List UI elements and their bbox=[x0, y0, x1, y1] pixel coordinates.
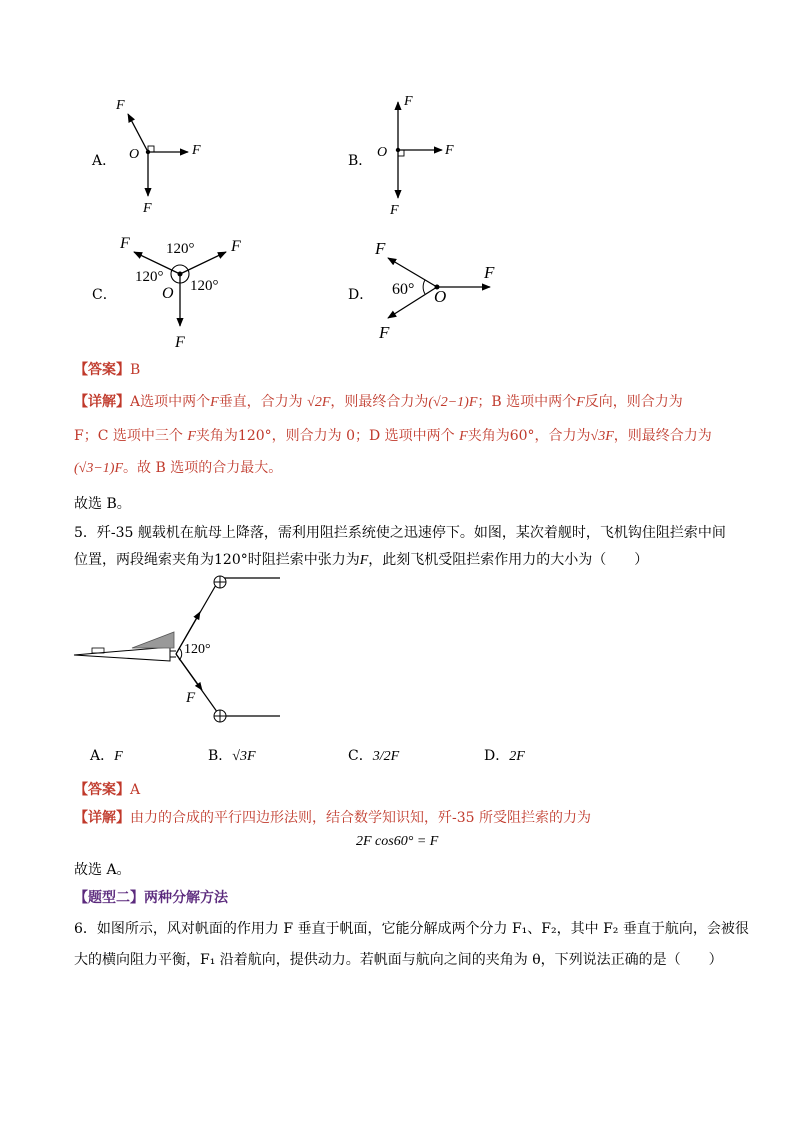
question-5-line-1: 5．歼-35 舰载机在航母上降落，需利用阻拦系统使之迅速停下。如图，某次着舰时，飞机钩住阻拦索中间 bbox=[74, 525, 726, 541]
option-b-f-right: F bbox=[445, 143, 454, 158]
math-f: F bbox=[210, 395, 219, 410]
arresting-cable-figure bbox=[70, 568, 290, 728]
option-value: F bbox=[114, 749, 123, 764]
option-b-origin: O bbox=[377, 145, 388, 160]
math-f: F bbox=[576, 395, 585, 410]
option-c-angle-left: 120° bbox=[135, 269, 164, 285]
option-a-figure bbox=[110, 96, 220, 220]
detail-text: A选项中两个 bbox=[130, 394, 211, 410]
math-result-1: (√2−1)F bbox=[428, 395, 478, 410]
detail-text: 夹角为 bbox=[467, 428, 510, 444]
math-result-2: (√3−1)F bbox=[74, 461, 124, 476]
option-d-angle: 60° bbox=[392, 281, 415, 298]
answer-tag: 【答案】 bbox=[74, 782, 130, 798]
option-d-figure bbox=[370, 240, 500, 330]
option-d-f-bottom: F bbox=[379, 323, 390, 342]
math-f: F bbox=[187, 429, 196, 444]
answer-5 bbox=[74, 780, 140, 800]
detail-5 bbox=[74, 808, 591, 828]
q5-text: 时阻拦索中张力为 bbox=[247, 552, 360, 568]
math-deg60: 60° bbox=[509, 428, 535, 444]
option-d-label: D． bbox=[348, 287, 374, 303]
option-b-f-bottom: F bbox=[390, 203, 399, 218]
q5-option-b bbox=[208, 745, 256, 765]
detail-text: ，则合力为 0；D 选项中两个 bbox=[271, 428, 455, 444]
math-sqrt3f: √3F bbox=[590, 429, 614, 444]
answer-value: B bbox=[130, 362, 141, 378]
question-6-line-1: 6．如图所示，风对帆面的作用力 F 垂直于帆面，它能分解成两个分力 F₁、F₂，其中 F₂ 垂直于航向，会被很 bbox=[74, 921, 749, 937]
option-a-origin: O bbox=[129, 147, 140, 162]
choice-4: 故选 B。 bbox=[74, 496, 131, 512]
option-c-f-bottom: F bbox=[175, 334, 185, 351]
option-c-origin: O bbox=[162, 285, 174, 302]
option-c-f-right: F bbox=[231, 238, 241, 255]
option-d-f-top: F bbox=[375, 239, 386, 258]
detail-text: 。故 B 选项的合力最大。 bbox=[123, 460, 283, 476]
choice-5: 故选 A。 bbox=[74, 862, 131, 878]
q5-figure-f: F bbox=[186, 690, 196, 706]
answer-tag: 【答案】 bbox=[74, 362, 130, 378]
section-tag: 【题型二】 bbox=[74, 890, 144, 906]
option-c-angle-right: 120° bbox=[190, 278, 219, 294]
answer-4 bbox=[74, 360, 140, 380]
question-6-line-2: 大的横向阻力平衡，F₁ 沿着航向，提供动力。若帆面与航向之间的夹角为 θ，下列说法正确的是（ ） bbox=[74, 952, 723, 968]
option-letter: C． bbox=[348, 748, 373, 764]
detail-text: F；C 选项中三个 bbox=[74, 428, 183, 444]
math-sqrt2f: √2F bbox=[307, 395, 331, 410]
q5-option-c bbox=[348, 745, 399, 765]
detail-text: 垂直，合力为 bbox=[218, 394, 303, 410]
option-d-origin: O bbox=[434, 287, 447, 306]
q5-text: 位置，两段绳索夹角为 bbox=[74, 552, 214, 568]
option-value: √3F bbox=[232, 749, 256, 764]
detail-4-line-3 bbox=[74, 458, 282, 479]
option-a-f-top: F bbox=[116, 98, 125, 113]
q5-option-d bbox=[484, 745, 525, 765]
q5-figure-angle: 120° bbox=[184, 642, 211, 657]
q5-deg: 120° bbox=[214, 552, 248, 568]
detail-tag: 【详解】 bbox=[74, 810, 130, 826]
detail-text: ，则最终合力为 bbox=[330, 394, 429, 410]
detail-text: ，则最终合力为 bbox=[613, 428, 712, 444]
option-value: 2F bbox=[509, 749, 525, 764]
detail-text: 反向，则合力为 bbox=[584, 394, 683, 410]
option-a-f-right: F bbox=[192, 143, 201, 158]
option-value: 3/2F bbox=[372, 749, 400, 764]
detail-5-formula: 2F cos60° = F bbox=[356, 834, 439, 849]
detail-text: 夹角为 bbox=[195, 428, 238, 444]
option-letter: A． bbox=[90, 748, 115, 764]
detail-text: 由力的合成的平行四边形法则，结合数学知识知，歼-35 所受阻拦索的力为 bbox=[130, 810, 591, 826]
option-c-f-left: F bbox=[120, 235, 130, 252]
answer-value: A bbox=[130, 782, 141, 798]
detail-4-line-1 bbox=[74, 392, 683, 413]
detail-4-line-2 bbox=[74, 426, 712, 447]
option-letter: B． bbox=[208, 748, 233, 764]
detail-text: ；B 选项中两个 bbox=[477, 394, 577, 410]
option-b-label: B． bbox=[348, 153, 373, 169]
option-c-angle-top: 120° bbox=[166, 241, 195, 257]
q5-text: ，此刻飞机受阻拦索作用力的大小为（ ） bbox=[368, 552, 649, 568]
option-letter: D． bbox=[484, 748, 510, 764]
aircraft-fuselage bbox=[74, 647, 170, 661]
q5-option-a bbox=[90, 745, 123, 765]
option-a-label: A． bbox=[92, 153, 117, 169]
detail-tag: 【详解】 bbox=[74, 394, 130, 410]
section-heading bbox=[74, 888, 228, 908]
option-b-f-top: F bbox=[404, 94, 413, 109]
option-d-f-right: F bbox=[484, 263, 495, 282]
math-f: F bbox=[459, 429, 468, 444]
section-title: 两种分解方法 bbox=[144, 890, 228, 906]
aircraft-wing bbox=[132, 632, 174, 648]
detail-text: ，合力为 bbox=[534, 428, 591, 444]
option-a-f-bottom: F bbox=[143, 201, 152, 216]
math-deg120: 120° bbox=[237, 428, 272, 444]
option-c-label: C． bbox=[92, 287, 117, 303]
q5-f: F bbox=[359, 553, 369, 568]
